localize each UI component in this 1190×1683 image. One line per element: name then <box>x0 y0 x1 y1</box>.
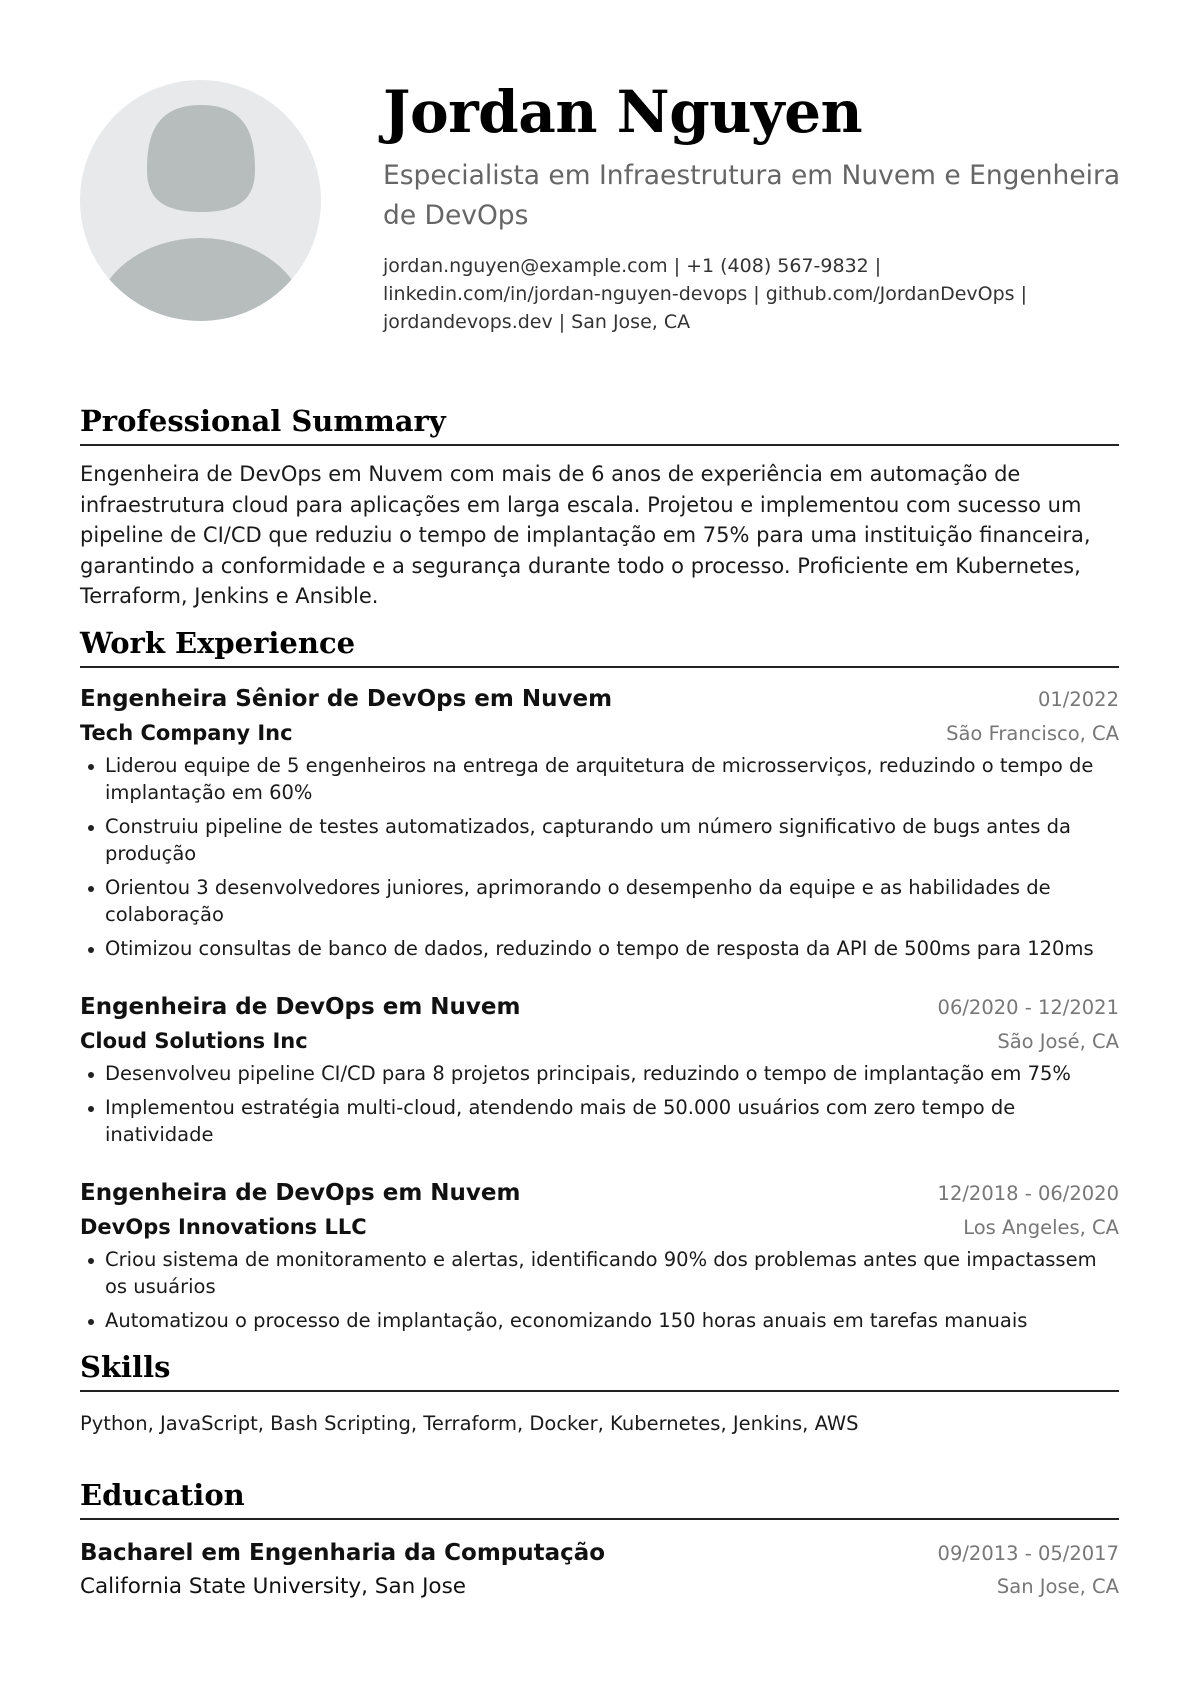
contact-separator: | <box>673 255 681 277</box>
avatar-placeholder-icon <box>80 80 321 321</box>
job-location: São José, CA <box>997 1030 1119 1053</box>
job-entry <box>80 1176 1119 1334</box>
job-date: 01/2022 <box>1037 688 1119 711</box>
list-item: Orientou 3 desenvolvedores juniores, aprimorando o desempenho da equipe e as habilidades de colaboração <box>80 874 1119 928</box>
education-location: San Jose, CA <box>996 1575 1119 1598</box>
contact-separator: | <box>874 255 882 277</box>
job-location: São Francisco, CA <box>946 722 1119 745</box>
job-location: Los Angeles, CA <box>963 1216 1119 1239</box>
candidate-name: Jordan Nguyen <box>383 78 863 146</box>
job-entry <box>80 990 1119 1148</box>
section-heading: Professional Summary <box>80 403 1119 446</box>
list-item: Criou sistema de monitoramento e alertas, identificando 90% dos problemas antes que impactassem os usuários <box>80 1246 1119 1300</box>
summary-text: Engenheira de DevOps em Nuvem com mais de 6 anos de experiência em automação de infraestrutura cloud para aplicações em larga escala. Projetou e implementou com sucesso um pipeline de CI/CD que reduziu o tempo de implantação em 75% para uma instituição financeira, garantindo a conformidade e a segurança durante todo o processo. Proficiente em Kubernetes, Terraform, Jenkins e Ansible. <box>80 462 1091 608</box>
job-date: 06/2020 - 12/2021 <box>937 996 1119 1019</box>
candidate-title: Especialista em Infraestrutura em Nuvem e Engenheira de DevOps <box>383 160 1121 231</box>
contact-info <box>383 252 1123 336</box>
job-title: Engenheira Sênior de DevOps em Nuvem <box>80 686 613 712</box>
contact-linkedin[interactable]: linkedin.com/in/jordan-nguyen-devops <box>383 283 748 305</box>
education-section <box>80 1477 1119 1604</box>
job-title: Engenheira de DevOps em Nuvem <box>80 994 521 1020</box>
skills-section <box>80 1349 1119 1438</box>
job-date: 12/2018 - 06/2020 <box>937 1182 1119 1205</box>
contact-separator: | <box>1020 283 1027 305</box>
section-heading: Skills <box>80 1349 1119 1392</box>
company-name: Tech Company Inc <box>80 721 293 745</box>
company-name: Cloud Solutions Inc <box>80 1029 308 1053</box>
contact-location: San Jose, CA <box>571 311 691 333</box>
contact-github[interactable]: github.com/JordanDevOps <box>765 283 1015 305</box>
contact-email[interactable]: jordan.nguyen@example.com <box>383 255 668 277</box>
header <box>383 76 1123 336</box>
experience-section <box>80 625 1119 1341</box>
school-name: California State University, San Jose <box>80 1574 467 1599</box>
summary-section <box>80 403 1119 612</box>
job-bullets <box>80 1060 1119 1148</box>
job-bullets <box>80 1246 1119 1334</box>
contact-website[interactable]: jordandevops.dev <box>383 311 553 333</box>
skills-list: Python, JavaScript, Bash Scripting, Terraform, Docker, Kubernetes, Jenkins, AWS <box>80 1412 859 1435</box>
list-item: Desenvolveu pipeline CI/CD para 8 projetos principais, reduzindo o tempo de implantação em 75% <box>80 1060 1119 1087</box>
section-heading: Education <box>80 1477 1119 1520</box>
section-heading: Work Experience <box>80 625 1119 668</box>
education-date: 09/2013 - 05/2017 <box>937 1542 1119 1565</box>
list-item: Otimizou consultas de banco de dados, reduzindo o tempo de resposta da API de 500ms para 120ms <box>80 935 1119 962</box>
job-entry <box>80 682 1119 962</box>
contact-separator: | <box>753 283 760 305</box>
list-item: Liderou equipe de 5 engenheiros na entrega de arquitetura de microsserviços, reduzindo o tempo de implantação em 60% <box>80 752 1119 806</box>
contact-separator: | <box>558 311 566 333</box>
list-item: Implementou estratégia multi-cloud, atendendo mais de 50.000 usuários com zero tempo de inatividade <box>80 1094 1119 1148</box>
job-bullets <box>80 752 1119 962</box>
list-item: Automatizou o processo de implantação, economizando 150 horas anuais em tarefas manuais <box>80 1307 1119 1334</box>
job-title: Engenheira de DevOps em Nuvem <box>80 1180 521 1206</box>
degree-title: Bacharel em Engenharia da Computação <box>80 1540 606 1566</box>
list-item: Construiu pipeline de testes automatizados, capturando um número significativo de bugs antes da produção <box>80 813 1119 867</box>
contact-phone: +1 (408) 567-9832 <box>686 255 869 277</box>
company-name: DevOps Innovations LLC <box>80 1215 367 1239</box>
